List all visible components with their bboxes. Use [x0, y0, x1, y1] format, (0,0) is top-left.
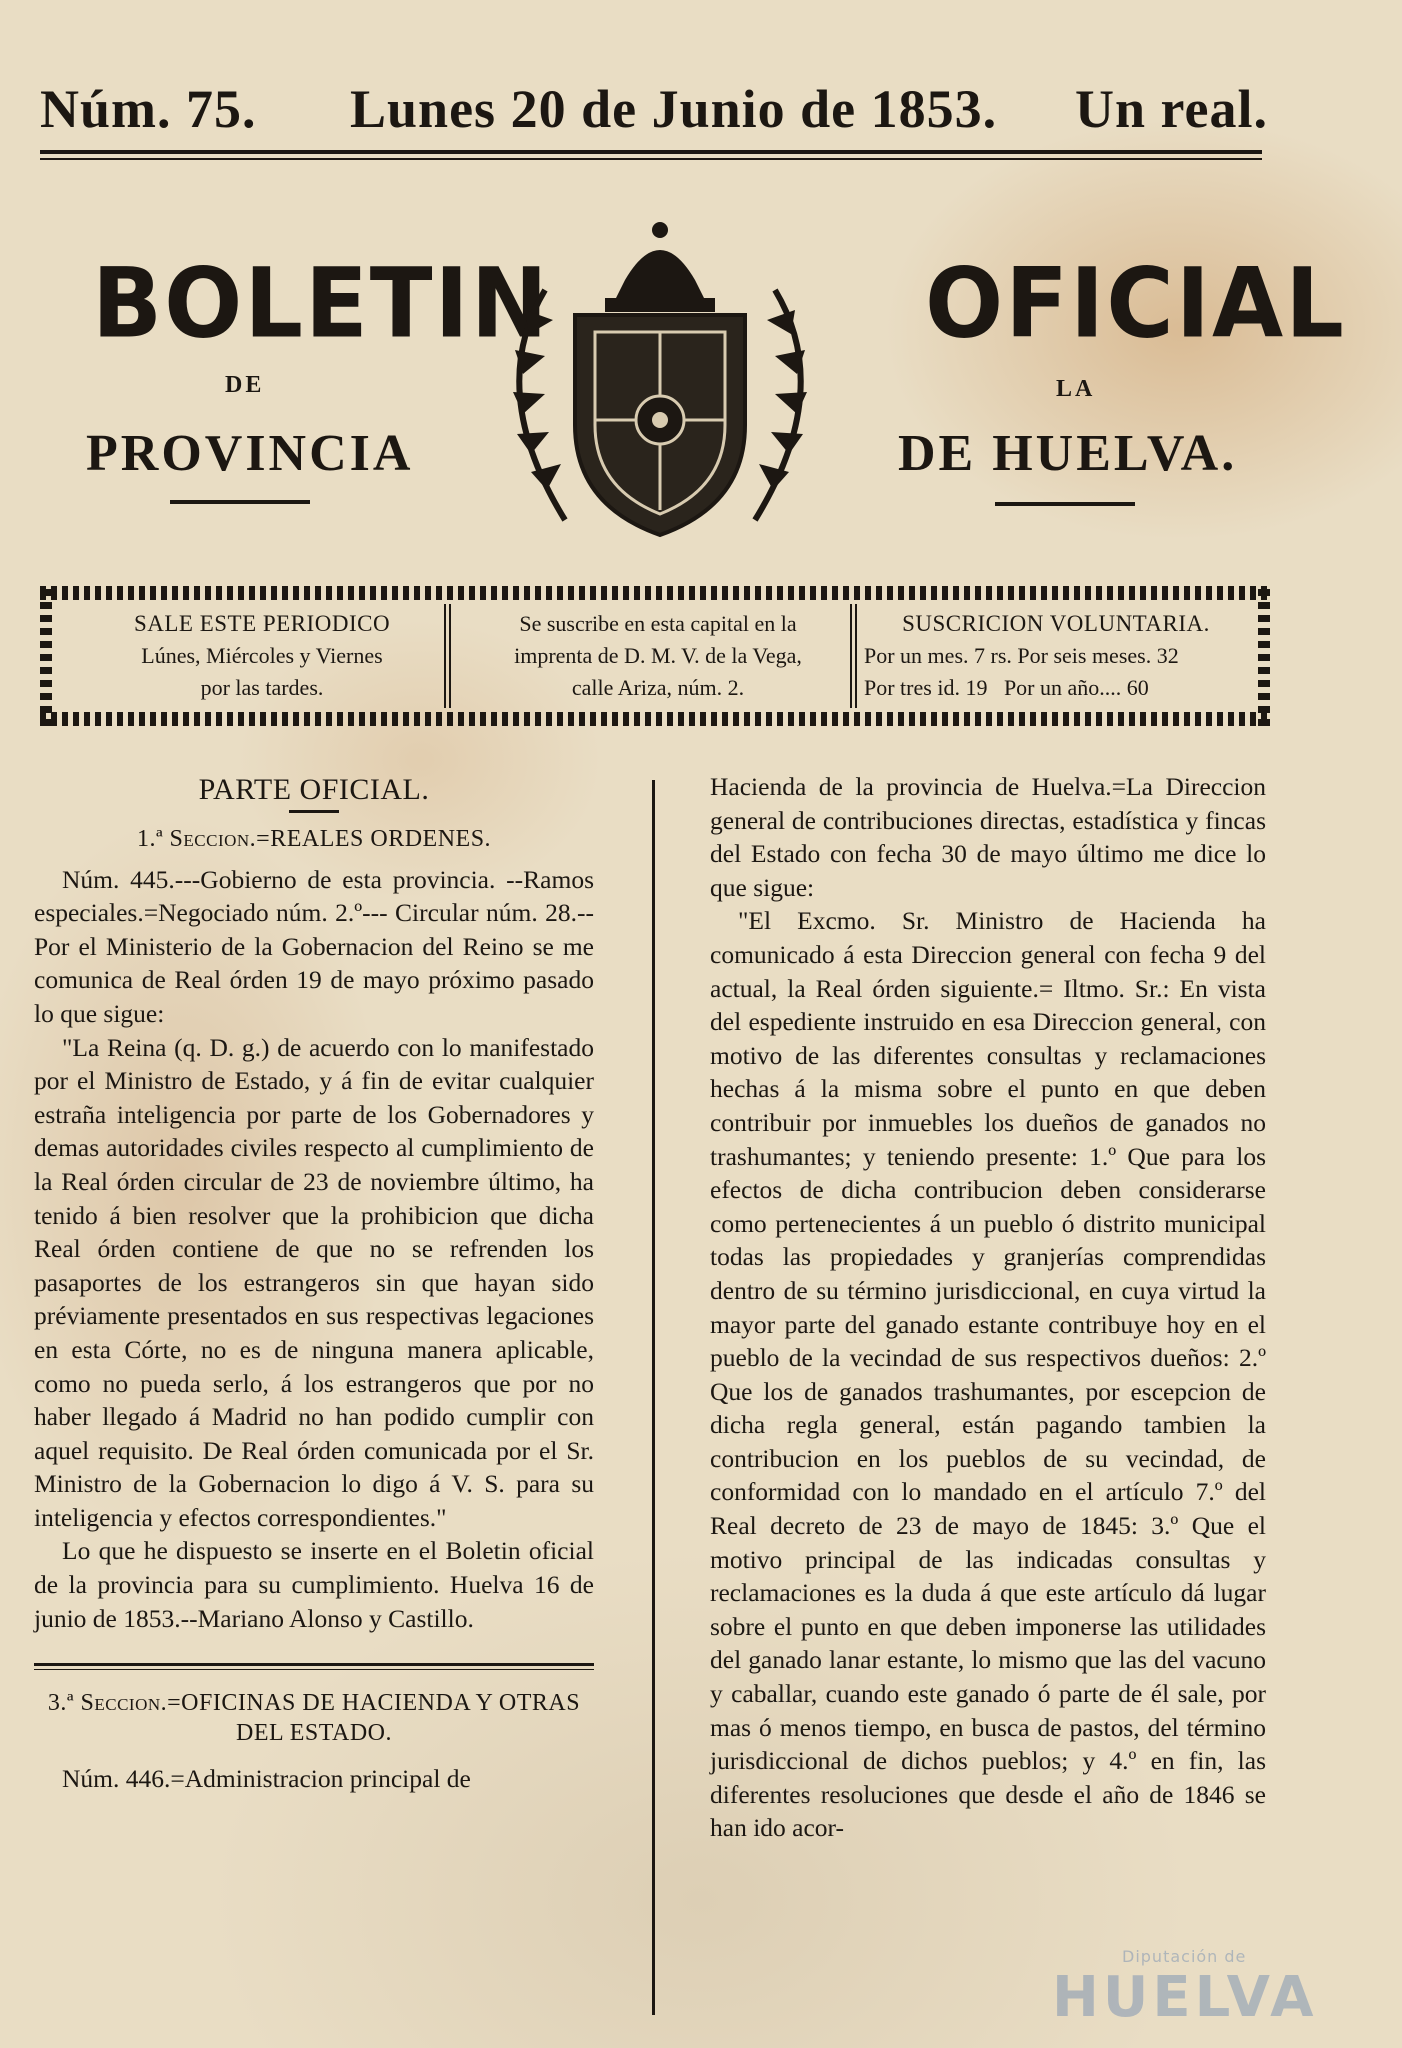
column-rule: [652, 780, 655, 2015]
subscription-place: Se suscribe en esta capital en la imprenta de D. M. V. de la Vega, calle Ariza, núm. 2.: [514, 611, 802, 700]
paragraph-signature: Lo que he dispuesto se inserte en el Boletin oficial de la provincia para su cumplimiento. Huelva 16 de junio de 1853.--Mariano Alonso y Castillo.: [34, 1536, 594, 1633]
subscription-prices: SUSCRICION VOLUNTARIA. Por un mes. 7 rs. Por seis meses. 32 Por tres id. 19 Por un año.... 60: [864, 611, 1210, 700]
section-3-heading: 3.ª Seccion.=OFICINAS DE HACIENDA Y OTRAS DEL ESTADO.: [47, 1690, 581, 1747]
publication-schedule: SALE ESTE PERIODICO Lúnes, Miércoles y Viernes por las tardes.: [133, 611, 391, 700]
paragraph-hacienda: Hacienda de la provincia de Huelva.=La Direccion general de contribuciones directas, estadística y fincas del Estado con fecha 30 de mayo último me dice lo que sigue:: [710, 772, 1266, 902]
paragraph-royal-order: "La Reina (q. D. g.) de acuerdo con lo manifestado por el Ministro de Estado, y á fin de evitar cualquier estraña inteligencia por parte de los Gobernadores y demas autoridades civiles respecto al cumplimiento de la Real órden circular de 23 de noviembre último, ha tenido á bien resolver que la prohibicion que dicha Real órden contiene de que no se refrenden los pasaportes de los estrangeros sin que hayan sido préviamente presentados en sus respectivas legaciones en esta Córte, no es de ninguna manera aplicable, como no pueda serlo, á los estrangeros que por no haber llegado á Madrid no han podido cumplir con aquel requisito. De Real órden comunicada por el Sr. Ministro de la Gobernacion lo digo á V. S. para su inteligencia y efectos correspondientes.": [34, 1032, 594, 1532]
subscription-box: [40, 586, 1270, 726]
ornament-right: [995, 502, 1135, 506]
masthead-la: LA: [1056, 376, 1096, 402]
header-rule: [40, 150, 1262, 154]
left-column: [34, 770, 594, 1796]
issue-price: Un real.: [1075, 79, 1268, 139]
section-title: PARTE OFICIAL.: [198, 773, 430, 806]
border-left: [40, 586, 52, 726]
paragraph-446: Núm. 446.=Administracion principal de: [62, 1764, 471, 1794]
border-top: [40, 586, 1270, 600]
issue-date: Lunes 20 de Junio de 1853.: [350, 79, 998, 139]
issue-number: Núm. 75.: [40, 79, 257, 139]
header-rule-thin: [40, 158, 1262, 160]
issue-header: [40, 78, 1268, 148]
section-divider: [34, 1663, 594, 1670]
archive-watermark: Diputación de HUELVA: [1052, 1947, 1318, 2030]
masthead-provincia: PROVINCIA: [86, 425, 414, 482]
masthead-de-huelva: DE HUELVA.: [898, 425, 1238, 482]
border-right: [1258, 586, 1270, 726]
masthead-boletin: BOLETIN: [92, 247, 550, 360]
coat-of-arms-icon: [455, 220, 865, 550]
ornament-left: [170, 500, 310, 504]
masthead-de: DE: [225, 372, 265, 398]
paragraph-445: Núm. 445.---Gobierno de esta provincia. --Ramos especiales.=Negociado núm. 2.º--- Circular núm. 28.--Por el Ministerio de la Gobernacion del Reino se me comunica de Real órden 19 de mayo próximo pasado lo que sigue:: [34, 864, 594, 1028]
section-1-heading: 1.ª Seccion.=REALES ORDENES.: [136, 826, 492, 852]
paragraph-ministro: "El Excmo. Sr. Ministro de Hacienda ha comunicado á esta Direccion general con fecha 9 del actual, la Real órden siguiente.= Iltmo. Sr.: En vista del espediente instruido en esa Direccion general, con motivo de las diferentes consultas y reclamaciones hechas á la misma sobre el punto en que deben contribuir por inmuebles los dueños de ganados no trashumantes; y teniendo presente: 1.º Que para los efectos de dicha contribucion deben considerarse como pertenecientes á un pueblo ó distrito municipal todas las propiedades y granjerías comprendidas dentro de su término jurisdiccional, en cuya virtud la mayor parte del ganado estante contribuye hoy en el pueblo de la vecindad de sus respectivos dueños: 2.º Que los de ganados trashumantes, por escepcion de dicha regla general, están pagando tambien la contribucion en los pueblos de su vecindad, de conformidad con lo mandado en el artículo 7.º del Real decreto de 23 de mayo de 1845: 3.º Que el motivo principal de las indicadas consultas y reclamaciones es la duda á que este artículo dá lugar sobre el punto en que deben imponerse las utilidades del ganado lanar estante, lo mismo que las del vacuno y caballar, cuando este ganado ó parte de él sale, por mas ó menos tiempo, en busca de pastos, del término jurisdiccional de dichos pueblos; y 4.º en fin, las diferentes resoluciones que desde el año de 1846 se han ido acor-: [710, 906, 1266, 1843]
right-column: [710, 770, 1266, 1845]
masthead-oficial: OFICIAL: [925, 247, 1346, 360]
border-bottom: [40, 712, 1270, 726]
